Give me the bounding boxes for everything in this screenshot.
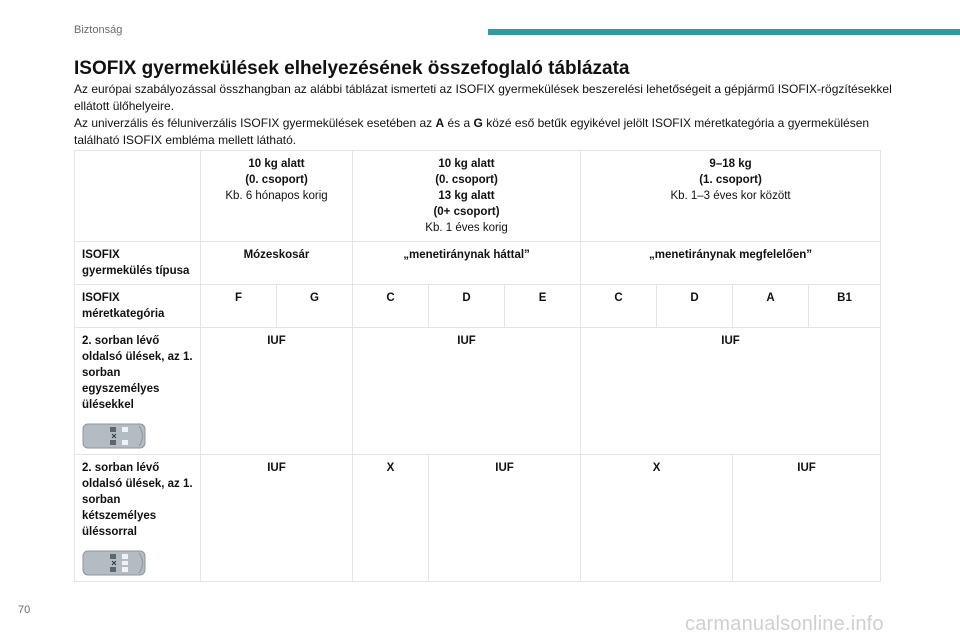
seat1-cell-group0: IUF <box>201 328 353 455</box>
type-cell-forward-facing: „menetiránynak megfelelően” <box>581 242 881 285</box>
page-title: ISOFIX gyermekülések elhelyezésének összefoglaló táblázata <box>74 58 630 79</box>
size-cell: F <box>201 285 277 328</box>
seat2-cell-group0: IUF <box>201 455 353 582</box>
seat1-cell-group1: IUF <box>581 328 881 455</box>
size-cell: D <box>657 285 733 328</box>
group-header-0plus: 10 kg alatt (0. csoport) 13 kg alatt (0+ csoport) Kb. 1 éves korig <box>353 151 581 242</box>
size-cell: E <box>505 285 581 328</box>
size-cell: D <box>429 285 505 328</box>
van-seat-layout-icon <box>82 550 148 576</box>
group-header-0: 10 kg alatt (0. csoport) Kb. 6 hónapos korig <box>201 151 353 242</box>
seat2-cell-size-c: X <box>353 455 429 582</box>
table-row-size-class <box>75 285 881 328</box>
row-label-seat-2: 2. sorban lévő oldalsó ülések, az 1. sorban kétszemélyes üléssorral <box>75 455 201 582</box>
group-header-1: 9–18 kg (1. csoport) Kb. 1–3 éves kor között <box>581 151 881 242</box>
table-row-weight-groups <box>75 151 881 242</box>
section-label: Biztonság <box>74 24 123 36</box>
seat1-cell-group0plus: IUF <box>353 328 581 455</box>
table-row-seats-bench-front <box>75 455 881 582</box>
seat2-cell-size-ab1: IUF <box>733 455 881 582</box>
table-row-seats-single-front <box>75 328 881 455</box>
intro-paragraph-2: Az univerzális és féluniverzális ISOFIX gyermekülések esetében az A és a G közé eső betűk egyikével jelölt ISOFIX méretkategória a gyermekülésen található ISOFIX embléma mellett látható. <box>74 116 870 147</box>
seat2-cell-size-de: IUF <box>429 455 581 582</box>
table-corner-cell <box>75 151 201 242</box>
type-cell-rear-facing: „menetiránynak háttal” <box>353 242 581 285</box>
isofix-table <box>74 150 881 582</box>
row-label-size: ISOFIX méretkategória <box>75 285 201 328</box>
intro-text <box>74 81 894 149</box>
seat2-cell-size-cd: X <box>581 455 733 582</box>
size-cell: C <box>353 285 429 328</box>
table-row-seat-type <box>75 242 881 285</box>
header-accent-bar <box>488 29 960 35</box>
size-cell: B1 <box>809 285 881 328</box>
size-cell: G <box>277 285 353 328</box>
van-seat-layout-icon <box>82 423 148 449</box>
row-label-type: ISOFIX gyermekülés típusa <box>75 242 201 285</box>
watermark: carmanualsonline.info <box>685 613 884 635</box>
row-label-seat-1: 2. sorban lévő oldalsó ülések, az 1. sorban egyszemélyes ülésekkel <box>75 328 201 455</box>
intro-paragraph-1: Az európai szabályozással összhangban az alábbi táblázat ismerteti az ISOFIX gyermekülések beszerelési lehetőségeit a gépjármű ISOFIX-rögzítésekkel ellátott ülőhelyeire. <box>74 82 892 113</box>
type-cell-carrycot: Mózeskosár <box>201 242 353 285</box>
page-number: 70 <box>18 604 31 616</box>
size-cell: C <box>581 285 657 328</box>
size-cell: A <box>733 285 809 328</box>
